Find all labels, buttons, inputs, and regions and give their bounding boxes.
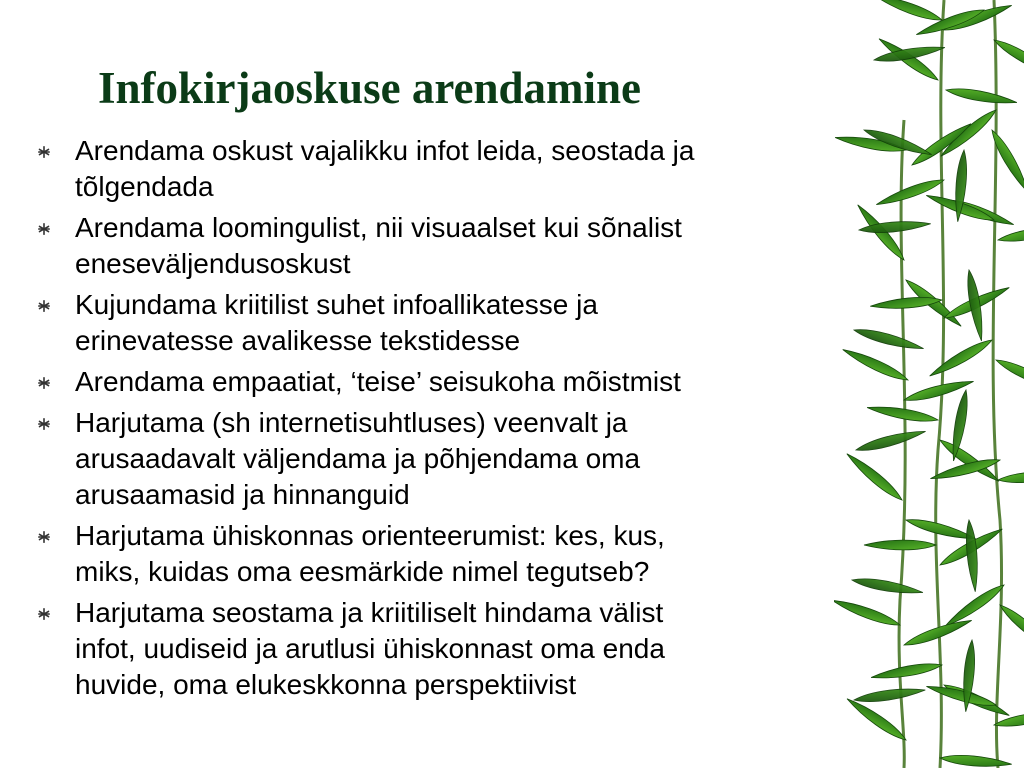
bullet-item: [38, 595, 838, 703]
bullet-list: [38, 133, 838, 708]
bullet-item: [38, 364, 838, 400]
bullet-text: Kujundama kriitilist suhet infoallikatesse ja erinevatesse avalikesse tekstidesse: [75, 289, 598, 356]
bullet-text: Harjutama seostama ja kriitiliselt hindama välist infot, uudiseid ja arutlusi ühiskonnast oma enda huvide, oma elukeskkonna perspektiivist: [75, 597, 665, 700]
asterisk-bullet-icon: [38, 608, 50, 620]
asterisk-bullet-icon: [38, 531, 50, 543]
asterisk-bullet-icon: [38, 377, 50, 389]
bamboo-leaves-icon: [834, 0, 1024, 768]
bullet-item: [38, 405, 838, 513]
slide-title: Infokirjaoskuse arendamine: [98, 63, 641, 113]
bullet-item: [38, 518, 838, 590]
bullet-item: [38, 287, 838, 359]
bullet-item: [38, 210, 838, 282]
asterisk-bullet-icon: [38, 300, 50, 312]
bullet-text: Harjutama ühiskonnas orienteerumist: kes, kus, miks, kuidas oma eesmärkide nimel tegutseb?: [75, 520, 665, 587]
asterisk-bullet-icon: [38, 418, 50, 430]
bullet-item: [38, 133, 838, 205]
bullet-text: Arendama empaatiat, ‘teise’ seisukoha mõistmist: [75, 366, 681, 397]
bullet-text: Arendama loomingulist, nii visuaalset kui sõnalist eneseväljendusoskust: [75, 212, 682, 279]
asterisk-bullet-icon: [38, 223, 50, 235]
bullet-text: Harjutama (sh internetisuhtluses) veenvalt ja arusaadavalt väljendama ja põhjendama oma arusaamasid ja hinnanguid: [75, 407, 641, 510]
bullet-text: Arendama oskust vajalikku infot leida, seostada ja tõlgendada: [75, 135, 695, 202]
asterisk-bullet-icon: [38, 146, 50, 158]
